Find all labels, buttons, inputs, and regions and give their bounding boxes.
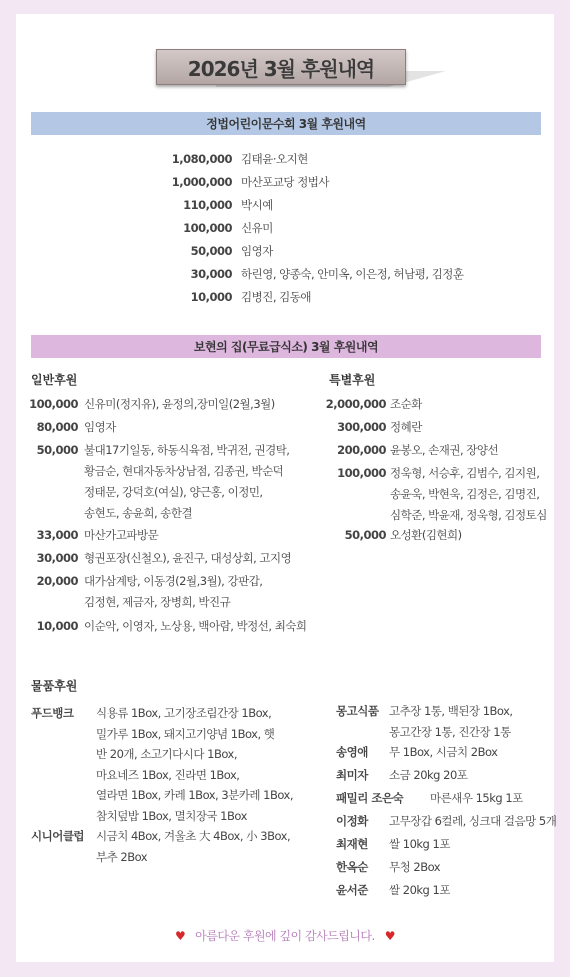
goods-items: 몽고간장 1통, 진간장 1통 [389, 724, 511, 739]
donor-names: 신유미 [241, 221, 273, 235]
thanks-message [16, 927, 554, 944]
general-donation-label: 일반후원 [31, 373, 78, 387]
page-title: 2026년 3월 후원내역 [156, 49, 406, 85]
special-donation-label: 특별후원 [329, 373, 376, 387]
donor-names: 정욱형, 서승후, 김범수, 김지원, [390, 466, 540, 480]
donation-amount: 10,000 [36, 619, 78, 633]
donor-names: 불대17기일동, 하동식육점, 박귀전, 권경탁, [84, 443, 290, 457]
goods-items: 반 20개, 소고기다시다 1Box, [96, 747, 237, 761]
goods-donor: 최재현 [336, 837, 368, 851]
goods-donor: 몽고식품 [336, 704, 379, 718]
donor-names: 박시예 [241, 198, 273, 212]
donation-amount: 100,000 [29, 397, 78, 411]
donation-amount: 2,000,000 [325, 397, 386, 411]
donor-names: 정혜란 [390, 420, 422, 434]
donation-amount: 100,000 [337, 466, 386, 480]
donation-amount: 20,000 [36, 574, 78, 588]
goods-items: 무청 2Box [389, 860, 441, 874]
donation-amount: 33,000 [36, 528, 78, 542]
donor-names: 정태문, 강덕호(여실), 양근홍, 이정민, [84, 485, 263, 499]
goods-items: 마른새우 15kg 1포 [430, 791, 523, 805]
goods-items: 무 1Box, 시금치 2Box [389, 745, 498, 759]
donor-names: 이순악, 이영자, 노상용, 백아람, 박정선, 최숙희 [84, 619, 307, 633]
goods-donor: 이정화 [336, 814, 368, 828]
donation-amount: 200,000 [337, 443, 386, 457]
section1-heading: 정법어린이문수회 3월 후원내역 [31, 112, 541, 135]
thanks-text: 아름다운 후원에 깊이 감사드립니다. [195, 929, 375, 943]
goods-items: 마요네즈 1Box, 진라면 1Box, [96, 767, 240, 782]
goods-items: 고추장 1통, 백된장 1Box, [389, 704, 513, 718]
goods-donor: 송영애 [336, 745, 368, 759]
donation-amount: 10,000 [190, 290, 232, 304]
goods-donor: 패밀리 조은숙 [336, 791, 404, 805]
title-banner [156, 49, 446, 89]
donor-names: 윤봉오, 손재권, 장양선 [390, 443, 499, 457]
donation-amount: 300,000 [337, 420, 386, 434]
goods-items: 쌀 20kg 1포 [389, 883, 450, 897]
goods-donor: 푸드뱅크 [31, 706, 74, 720]
donation-amount: 110,000 [183, 198, 232, 212]
page [16, 14, 557, 962]
donation-amount: 50,000 [36, 443, 78, 457]
donor-names: 임영자 [241, 244, 273, 258]
donor-names: 오성환(김현희) [390, 528, 462, 542]
donor-names: 조순화 [390, 397, 422, 411]
donor-names: 김태윤·오지현 [241, 152, 308, 166]
donor-names: 임영자 [84, 420, 116, 434]
donor-names: 송현도, 송윤희, 송한결 [84, 506, 193, 520]
goods-donor: 시니어클럽 [31, 829, 85, 843]
donor-names: 마산가고파방문 [84, 528, 159, 542]
donor-names: 마산포교당 정법사 [241, 175, 330, 189]
section2-heading: 보현의 집(무료급식소) 3월 후원내역 [31, 335, 541, 358]
goods-items: 밀가루 1Box, 돼지고기양념 1Box, 햇 [96, 726, 275, 741]
donation-amount: 50,000 [190, 244, 232, 258]
donor-names: 김병진, 김동애 [241, 290, 311, 304]
goods-donor: 윤서준 [336, 883, 368, 897]
goods-donation-label: 물품후원 [31, 679, 78, 693]
donor-names: 김정현, 제금자, 장병희, 박진규 [84, 595, 231, 609]
donation-amount: 1,000,000 [171, 175, 232, 189]
goods-items: 소금 20kg 20포 [389, 768, 468, 782]
donor-names: 형권포장(신철오), 윤진구, 대성상회, 고지영 [84, 551, 292, 565]
donor-names: 심학준, 박윤재, 정욱형, 김정토심 [390, 508, 547, 522]
donation-amount: 80,000 [36, 420, 78, 434]
donor-names: 송윤욱, 박현욱, 김정은, 김명진, [390, 487, 540, 501]
donation-amount: 1,080,000 [171, 152, 232, 166]
heart-icon: ♥ [174, 929, 186, 943]
goods-donor: 최미자 [336, 768, 368, 782]
goods-items: 부추 2Box [96, 849, 148, 864]
heart-icon: ♥ [384, 929, 396, 943]
goods-items: 참치덮밥 1Box, 멸치장국 1Box [96, 808, 247, 823]
donation-amount: 30,000 [190, 267, 232, 281]
donation-amount: 30,000 [36, 551, 78, 565]
donor-names: 하린영, 양종숙, 안미옥, 이은정, 허남평, 김정훈 [241, 267, 464, 281]
goods-donor: 한옥순 [336, 860, 368, 874]
goods-items: 시금치 4Box, 겨울초 大 4Box, 小 3Box, [96, 829, 291, 843]
donor-names: 신유미(정지유), 윤정의,장미일(2월,3월) [84, 397, 275, 411]
donor-names: 대가삼계탕, 이동경(2월,3월), 강판갑, [84, 574, 263, 588]
goods-items: 열라면 1Box, 카레 1Box, 3분카레 1Box, [96, 788, 294, 802]
donation-amount: 50,000 [344, 528, 386, 542]
goods-items: 쌀 10kg 1포 [389, 837, 450, 851]
donor-names: 황금순, 현대자동차상남점, 김종권, 박순덕 [84, 464, 284, 478]
goods-items: 식용류 1Box, 고기장조림간장 1Box, [96, 706, 272, 720]
goods-items: 고무장갑 6컬레, 싱크대 걸음망 5개 [389, 814, 557, 828]
donation-amount: 100,000 [183, 221, 232, 235]
